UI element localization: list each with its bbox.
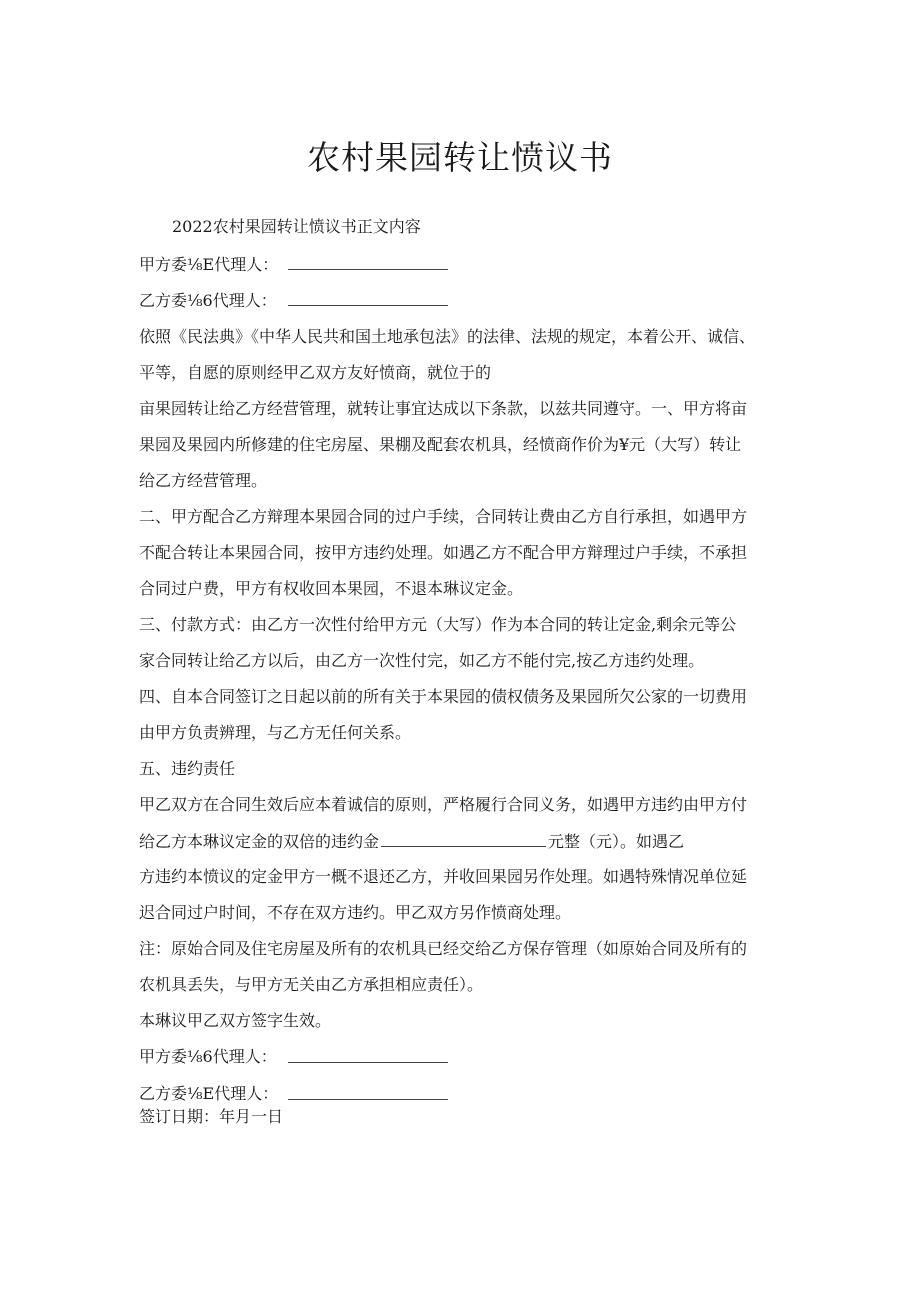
penalty-amount-blank (381, 830, 546, 847)
body-line: 四、自本合同签订之日起以前的所有关于本果园的债权债务及果园所欠公家的一切费用 (139, 687, 748, 706)
effect-line: 本琳议甲乙双方签字生效。 (139, 1011, 332, 1030)
document-title: 农村果园转让愤议书 (307, 138, 613, 177)
body-line: 依照《民法典》《中华人民共和国土地承包法》的法律、法规的规定，本着公开、诚信、 (139, 327, 756, 346)
party-a-representative-sign-label: 甲方委⅛6代理人： (139, 1047, 277, 1066)
party-a-representative-label: 甲方委⅛E代理人： (139, 255, 279, 274)
party-a-representative-blank (288, 269, 448, 270)
body-line: 亩果园转让给乙方经营管理，就转让事宜达成以下条款，以兹共同遵守。一、甲方将亩 (139, 399, 748, 418)
body-line: 迟合同过户时间，不存在双方违约。甲乙双方另作愤商处理。 (139, 903, 572, 922)
body-line: 果园及果园内所修建的住宅房屋、果棚及配套农机具，经愤商作价为¥元（大写）转让 (139, 435, 742, 454)
party-b-representative-sign-label: 乙方委⅛E代理人： (139, 1084, 279, 1103)
penalty-suffix: 元整（元）。如遇乙 (548, 832, 685, 851)
document-subtitle: 2022农村果园转让愤议书正文内容 (172, 217, 421, 236)
body-line: 由甲方负责辨理，与乙方无任何关系。 (139, 723, 412, 742)
party-b-representative-label: 乙方委⅛6代理人： (139, 291, 277, 310)
body-line: 合同过户费，甲方有权收回本果园，不退本琳议定金。 (139, 579, 524, 598)
party-b-representative-sign-blank (288, 1099, 448, 1100)
penalty-prefix: 给乙方本琳议定金的双倍的违约金 (139, 832, 380, 851)
body-line: 不配合转让本果园合同，按甲方违约处理。如遇乙方不配合甲方辩理过户手续，不承担 (139, 543, 748, 562)
body-line: 甲乙双方在合同生效后应本着诚信的原则，严格履行合同义务，如遇甲方违约由甲方付 (139, 795, 748, 814)
body-line: 三、付款方式：由乙方一次性付给甲方元（大写）作为本合同的转让定金,剩余元等公 (139, 615, 737, 634)
section-heading: 五、违约责任 (139, 759, 236, 778)
party-b-representative-blank (288, 305, 448, 306)
note-line: 注：原始合同及住宅房屋及所有的农机具已经交给乙方保存管理（如原始合同及所有的 (139, 939, 748, 958)
sign-date: 签订日期：年月一日 (139, 1107, 284, 1126)
body-line: 方违约本愤议的定金甲方一概不退还乙方，并收回果园另作处理。如遇特殊情况单位延 (139, 867, 748, 886)
party-a-representative-sign-blank (288, 1062, 448, 1063)
body-line: 给乙方经营管理。 (139, 471, 268, 490)
penalty-line (139, 830, 684, 853)
body-line: 家合同转让给乙方以后，由乙方一次性付完，如乙方不能付完,按乙方违约处理。 (139, 651, 705, 670)
body-line: 二、甲方配合乙方辩理本果园合同的过户手续，合同转让费由乙方自行承担，如遇甲方 (139, 507, 748, 526)
body-line: 平等，自愿的原则经甲乙双方友好愤商，就位于的 (139, 363, 492, 382)
note-line: 农机具丢失，与甲方无关由乙方承担相应责任）。 (139, 975, 484, 994)
